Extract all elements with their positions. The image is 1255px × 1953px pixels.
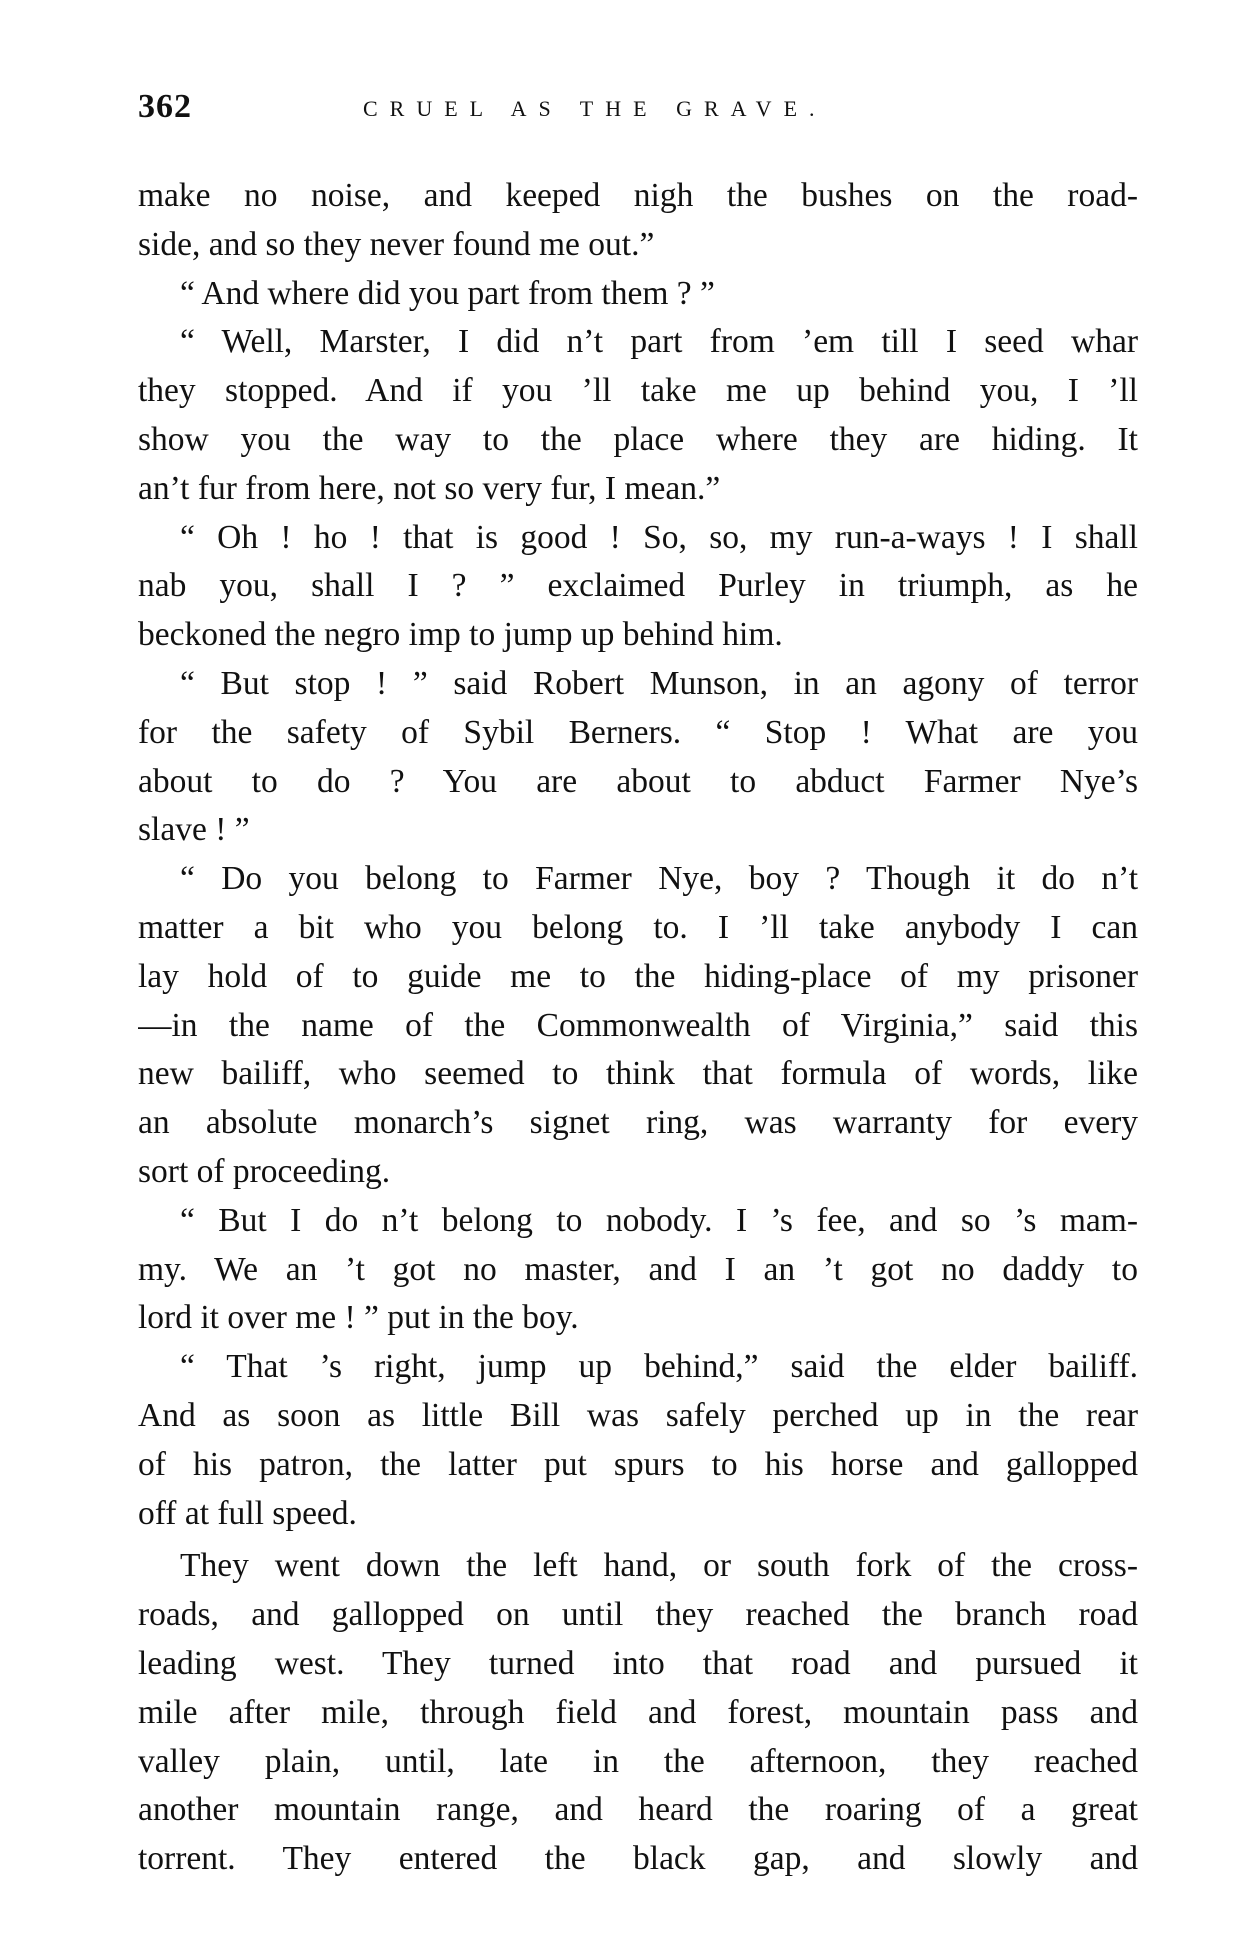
text-line: about to do ? You are about to abduct Farmer Nye’s — [138, 762, 1138, 800]
text-line: nab you, shall I ? ” exclaimed Purley in triumph, as he — [138, 567, 1138, 605]
text-line: another mountain range, and heard the roaring of a great — [138, 1791, 1138, 1829]
text-line: valley plain, until, late in the afternoon, they reached — [138, 1742, 1138, 1780]
text-line: an absolute monarch’s signet ring, was warranty for every — [138, 1104, 1138, 1142]
text-line: And as soon as little Bill was safely perched up in the rear — [138, 1396, 1138, 1434]
text-line: mile after mile, through field and forest, mountain pass and — [138, 1693, 1138, 1731]
text-line: leading west. They turned into that road and pursued it — [138, 1644, 1138, 1682]
text-line: matter a bit who you belong to. I ’ll take anybody I can — [138, 908, 1138, 946]
text-line: new bailiff, who seemed to think that formula of words, like — [138, 1055, 1138, 1093]
text-line: —in the name of the Commonwealth of Virginia,” said this — [138, 1006, 1138, 1044]
text-line: sort of proceeding. — [138, 1152, 391, 1190]
text-line: They went down the left hand, or south fork of the cross- — [180, 1547, 1138, 1585]
text-line: “ Do you belong to Farmer Nye, boy ? Though it do n’t — [180, 860, 1138, 898]
text-line: off at full speed. — [138, 1494, 357, 1532]
text-line: show you the way to the place where they are hiding. It — [138, 420, 1138, 458]
text-line: “ That ’s right, jump up behind,” said the elder bailiff. — [180, 1348, 1138, 1386]
text-line: roads, and gallopped on until they reached the branch road — [138, 1596, 1138, 1634]
page-number: 362 — [138, 88, 192, 125]
text-line: my. We an ’t got no master, and I an ’t got no daddy to — [138, 1250, 1138, 1288]
page-header — [138, 88, 1138, 138]
text-line: “ Oh ! ho ! that is good ! So, so, my run-a-ways ! I shall — [180, 518, 1138, 556]
text-line: make no noise, and keeped nigh the bushes on the road- — [138, 177, 1138, 214]
text-line: of his patron, the latter put spurs to his horse and gallopped — [138, 1445, 1138, 1483]
text-line: beckoned the negro imp to jump up behind him. — [138, 616, 783, 654]
text-line: side, and so they never found me out.” — [138, 225, 655, 263]
text-line: “ But I do n’t belong to nobody. I ’s fee, and so ’s mam- — [180, 1201, 1138, 1239]
running-head: CRUEL AS THE GRAVE. — [363, 96, 827, 121]
text-line: torrent. They entered the black gap, and slowly and — [138, 1840, 1138, 1878]
text-line: lord it over me ! ” put in the boy. — [138, 1299, 579, 1337]
text-line: “ Well, Marster, I did n’t part from ’em till I seed whar — [180, 323, 1138, 361]
body-text — [138, 172, 1138, 1884]
text-line: “ And where did you part from them ? ” — [180, 274, 715, 312]
text-line: lay hold of to guide me to the hiding-place of my prisoner — [138, 957, 1138, 995]
text-line: an’t fur from here, not so very fur, I mean.” — [138, 469, 721, 507]
text-line: “ But stop ! ” said Robert Munson, in an agony of terror — [180, 664, 1138, 702]
text-line: they stopped. And if you ’ll take me up behind you, I ’ll — [138, 372, 1138, 410]
text-line: slave ! ” — [138, 811, 250, 849]
text-line: for the safety of Sybil Berners. “ Stop ! What are you — [138, 713, 1138, 751]
